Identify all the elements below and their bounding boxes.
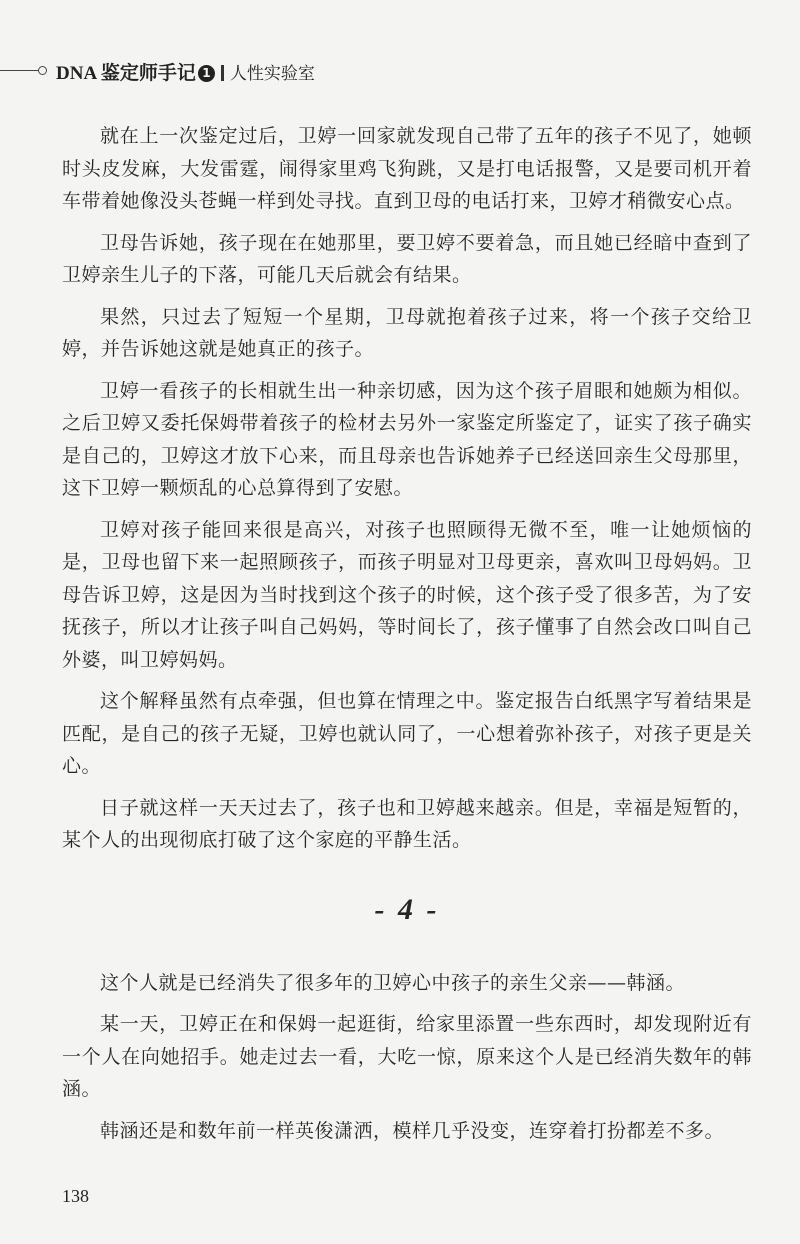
paragraph: 这个解释虽然有点牵强，但也算在情理之中。鉴定报告白纸黑字写着结果是匹配，是自己的孩子无疑，卫婷也就认同了，一心想着弥补孩子，对孩子更是关心。 [62,690,752,777]
header-rule [0,70,38,71]
paragraph: 卫母告诉她，孩子现在在她那里，要卫婷不要着急，而且她已经暗中查到了卫婷亲生儿子的下落，可能几天后就会有结果。 [62,231,752,286]
paragraph: 就在上一次鉴定过后，卫婷一回家就发现自己带了五年的孩子不见了，她顿时头皮发麻，大发雷霆，闹得家里鸡飞狗跳，又是打电话报警，又是要司机开着车带着她像没头苍蝇一样到处寻找。直到卫母的电话打来，卫婷才稍微安心点。 [62,125,752,212]
header-separator [221,65,224,81]
page-body [62,120,752,1156]
paragraph: 日子就这样一天天过去了，孩子也和卫婷越来越亲。但是，幸福是短暂的，某个人的出现彻底打破了这个家庭的平静生活。 [62,796,752,851]
paragraph: 韩涵还是和数年前一样英俊潇洒，模样几乎没变，连穿着打扮都差不多。 [100,1119,725,1142]
paragraph: 卫婷一看孩子的长相就生出一种亲切感，因为这个孩子眉眼和她颇为相似。之后卫婷又委托保姆带着孩子的检材去另外一家鉴定所鉴定了，证实了孩子确实是自己的，卫婷这才放下心来，而且母亲也告诉她养子已经送回亲生父母那里，这下卫婷一颗烦乱的心总算得到了安慰。 [62,379,752,499]
paragraph: 这个人就是已经消失了很多年的卫婷心中孩子的亲生父亲——韩涵。 [100,971,686,994]
paragraph: 果然，只过去了短短一个星期，卫母就抱着孩子过来，将一个孩子交给卫婷，并告诉她这就是她真正的孩子。 [62,305,752,360]
paragraph: 卫婷对孩子能回来很是高兴，对孩子也照顾得无微不至，唯一让她烦恼的是，卫母也留下来一起照顾孩子，而孩子明显对卫母更亲，喜欢叫卫母妈妈。卫母告诉卫婷，这是因为当时找到这个孩子的时候，这个孩子受了很多苦，为了安抚孩子，所以才让孩子叫自己妈妈，等时间长了，孩子懂事了自然会改口叫自己外婆，叫卫婷妈妈。 [62,518,752,671]
book-subtitle: 人性实验室 [229,64,315,84]
section-number: - 4 - [374,892,440,926]
paragraph: 某一天，卫婷正在和保姆一起逛街，给家里添置一些东西时，却发现附近有一个人在向她招手。她走过去一看，大吃一惊，原来这个人是已经消失数年的韩涵。 [62,1013,752,1100]
header-circle-ornament [38,66,47,75]
book-title-text: DNA 鉴定师手记 [56,63,196,84]
running-header [0,56,800,86]
page-number: 138 [62,1186,89,1206]
book-title [56,58,315,85]
volume-badge: 1 [198,65,215,82]
